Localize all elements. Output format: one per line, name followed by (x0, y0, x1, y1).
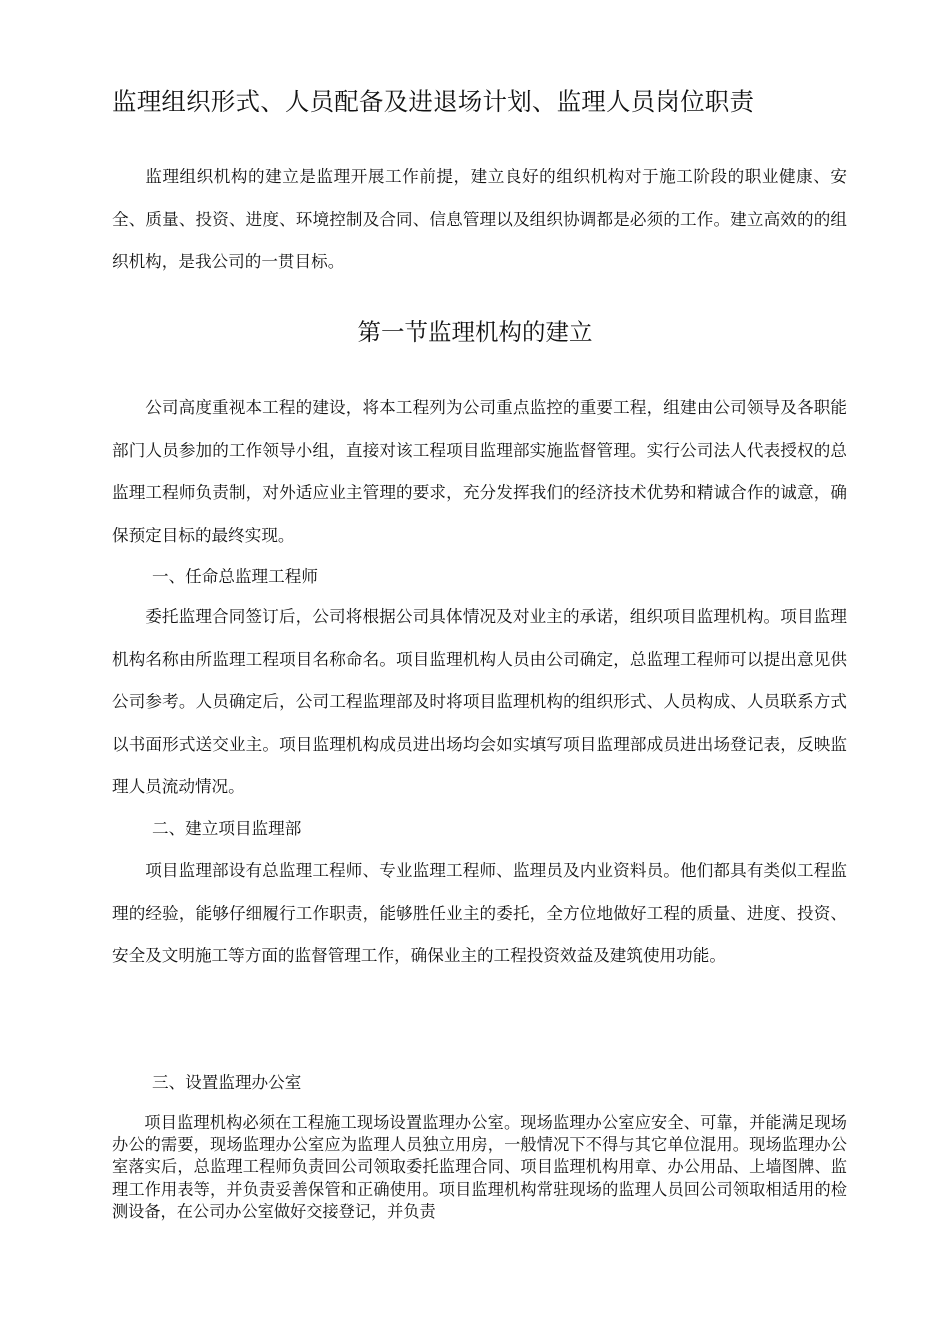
item-paragraph-office: 项目监理机构必须在工程施工现场设置监理办公室。现场监理办公室应安全、可靠，并能满足现场办公的需要，现场监理办公室应为监理人员独立用房，一般情况下不得与其它单位混用。现场监理办公室落实后，总监理工程师负责回公司领取委托监理合同、项目监理机构用章、办公用品、上墙图牌、监理工作用表等，并负责妥善保管和正确使用。项目监理机构常驻现场的监理人员回公司领取相适用的检测设备，在公司办公室做好交接登记，并负责 (112, 1113, 847, 1221)
item-paragraph-appoint-chief: 委托监理合同签订后，公司将根据公司具体情况及对业主的承诺，组织项目监理机构。项目监理机构名称由所监理工程项目名称命名。项目监理机构人员由公司确定，总监理工程师可以提出意见供公司参考。人员确定后，公司工程监理部及时将项目监理机构的组织形式、人员构成、人员联系方式以书面形式送交业主。项目监理机构成员进出场均会如实填写项目监理部成员进出场登记表，反映监理人员流动情况。 (112, 607, 847, 796)
document-title: 监理组织形式、人员配备及进退场计划、监理人员岗位职责 (112, 87, 755, 116)
item-heading-office: 三、设置监理办公室 (152, 1073, 302, 1092)
item-paragraph-establish-department: 项目监理部设有总监理工程师、专业监理工程师、监理员及内业资料员。他们都具有类似工程监理的经验，能够仔细履行工作职责，能够胜任业主的委托，全方位地做好工程的质量、进度、投资、安全及文明施工等方面的监督管理工作，确保业主的工程投资效益及建筑使用功能。 (112, 861, 847, 965)
item-heading-appoint-chief: 一、任命总监理工程师 (152, 567, 318, 586)
item-heading-establish-department: 二、建立项目监理部 (152, 819, 302, 838)
section-title: 第一节监理机构的建立 (357, 318, 593, 346)
section-intro-paragraph: 公司高度重视本工程的建设，将本工程列为公司重点监控的重要工程，组建由公司领导及各职能部门人员参加的工作领导小组，直接对该工程项目监理部实施监督管理。实行公司法人代表授权的总监理工程师负责制，对外适应业主管理的要求，充分发挥我们的经济技术优势和精诚合作的诚意，确保预定目标的最终实现。 (112, 398, 847, 545)
intro-paragraph: 监理组织机构的建立是监理开展工作前提，建立良好的组织机构对于施工阶段的职业健康、安全、质量、投资、进度、环境控制及合同、信息管理以及组织协调都是必须的工作。建立高效的的组织机构，是我公司的一贯目标。 (112, 167, 847, 271)
